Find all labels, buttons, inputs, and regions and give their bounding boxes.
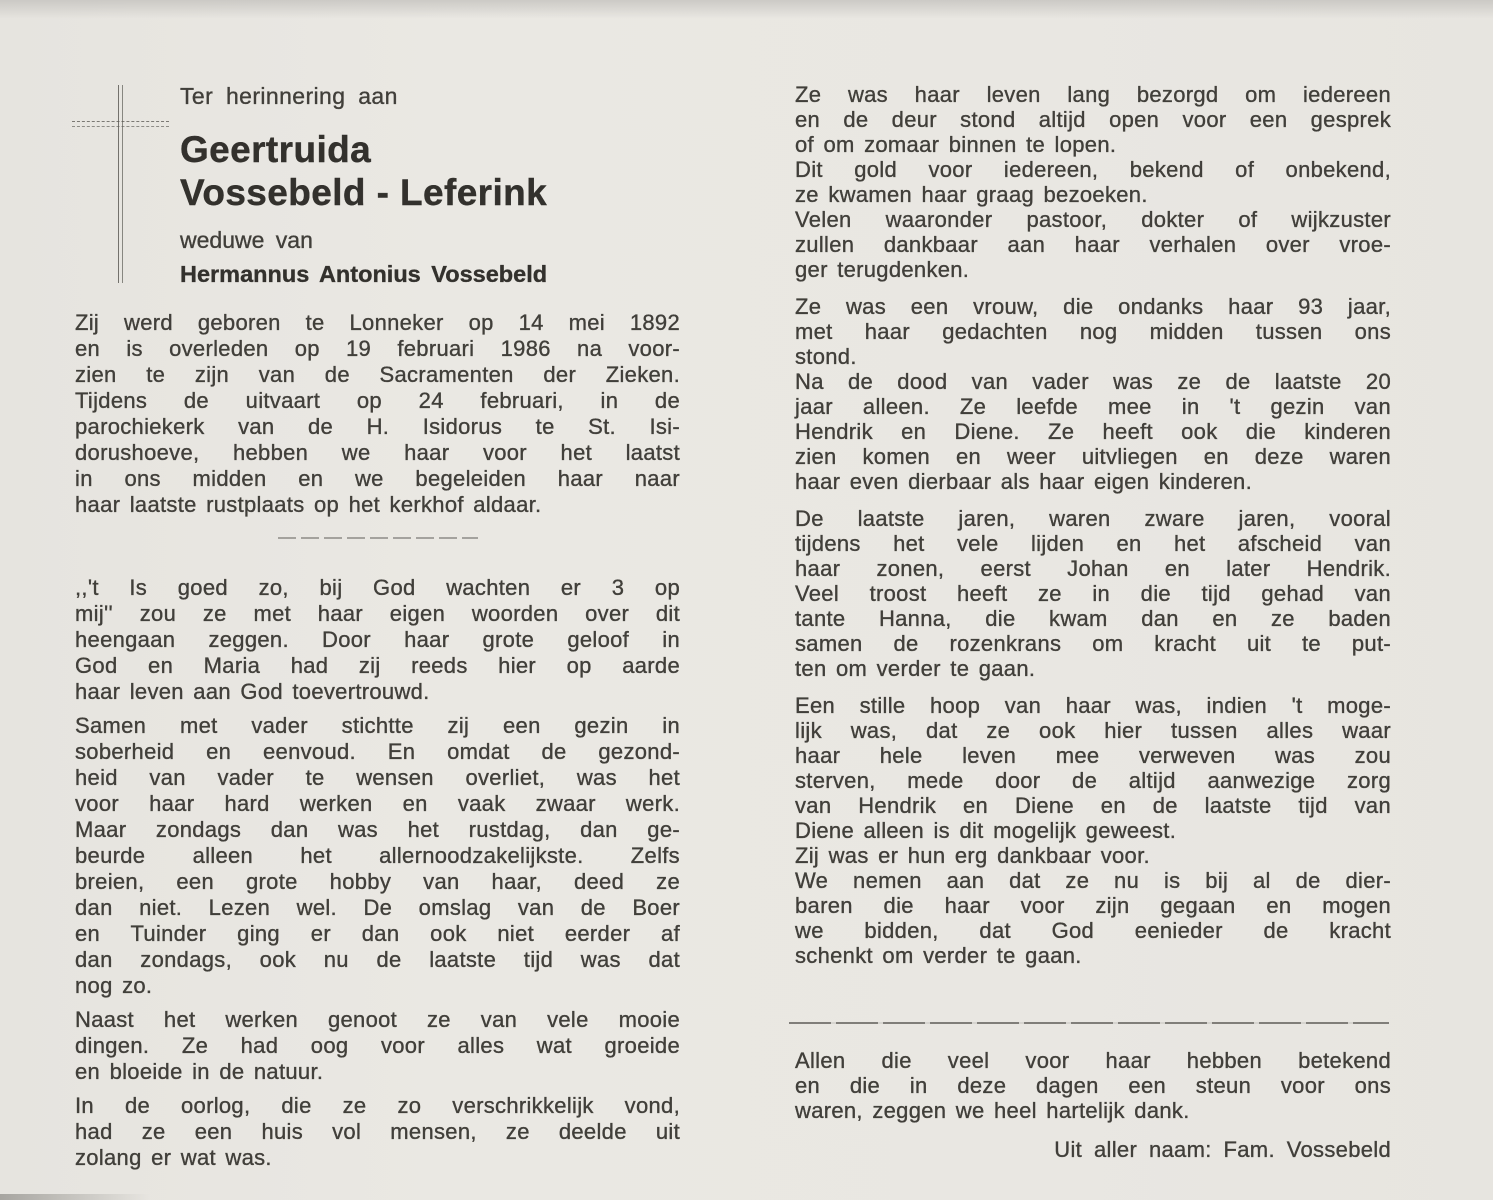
relation-label: weduwe van: [180, 227, 313, 253]
text-line: haar leven aan God toevertrouwd.: [75, 679, 430, 704]
text-line: haar zonen, eerst Johan en later Hendrik.: [795, 556, 1391, 581]
text-line: Hendrik en Diene. Ze heeft ook die kinderen: [795, 419, 1391, 444]
text-line: Naast het werken genoot ze van vele mooie: [75, 1007, 680, 1032]
text-line: Ze was haar leven lang bezorgd om iedereen: [795, 82, 1391, 107]
text-line: van Hendrik en Diene en de laatste tijd van: [795, 793, 1391, 818]
text-line: mij'' zou ze met haar eigen woorden over dit: [75, 601, 680, 626]
text-line: Na de dood van vader was ze de laatste 20: [795, 369, 1391, 394]
text-line: nog zo.: [75, 973, 153, 998]
text-block: [75, 713, 680, 999]
divider-rule-short: [278, 537, 478, 539]
text-line: Allen die veel voor haar hebben betekend: [795, 1048, 1391, 1073]
text-block: [795, 506, 1391, 681]
text-line: voor haar hard werken en vaak zwaar werk.: [75, 791, 680, 816]
text-line: jaar alleen. Ze leefde mee in 't gezin van: [795, 394, 1391, 419]
card-header: [75, 83, 680, 289]
paragraph: [795, 843, 1391, 868]
scan-top-edge-shadow: [0, 0, 1493, 22]
text-block: [795, 693, 1391, 968]
paragraph: [795, 693, 1391, 843]
text-line: zullen dankbaar aan haar verhalen over vroe-: [795, 232, 1391, 257]
paragraph: [795, 1048, 1391, 1123]
text-line: Maar zondags dan was het rustdag, dan ge-: [75, 817, 680, 842]
paragraph: [75, 713, 680, 999]
text-line: Ze was een vrouw, die ondanks haar 93 jaar,: [795, 294, 1391, 319]
text-line: waren, zeggen we heel hartelijk dank.: [795, 1098, 1190, 1123]
text-block: [795, 82, 1391, 282]
text-line: ze kwamen haar graag bezoeken.: [795, 182, 1148, 207]
text-line: soberheid en eenvoud. En omdat de gezond-: [75, 739, 680, 764]
paragraph: [75, 310, 680, 518]
text-line: breien, een grote hobby van haar, deed ze: [75, 869, 680, 894]
paragraph: [75, 1007, 680, 1085]
left-column: [75, 83, 680, 1171]
paragraph: [75, 575, 680, 705]
text-line: haar laatste rustplaats op het kerkhof aldaar.: [75, 492, 542, 517]
text-line: sterven, mede door de altijd aanwezige zorg: [795, 768, 1391, 793]
text-line: haar hele leven mee verweven was zou: [795, 743, 1391, 768]
text-line: haar even dierbaar als haar eigen kinderen.: [795, 469, 1252, 494]
text-line: Zij werd geboren te Lonneker op 14 mei 1892: [75, 310, 680, 335]
text-block: [75, 310, 680, 518]
text-line: zien te zijn van de Sacramenten der Zieken.: [75, 362, 680, 387]
text-line: tijdens het vele lijden en het afscheid van: [795, 531, 1391, 556]
text-line: en bloeide in de natuur.: [75, 1059, 324, 1084]
text-line: God en Maria had zij reeds hier op aarde: [75, 653, 680, 678]
left-column-text: [75, 310, 680, 1171]
cross-horizontal-stroke: [72, 121, 169, 127]
text-line: zolang er wat was.: [75, 1145, 272, 1170]
text-line: en is overleden op 19 februari 1986 na voor-: [75, 336, 680, 361]
text-line: baren die haar voor zijn gegaan en mogen: [795, 893, 1391, 918]
text-line: Diene alleen is dit mogelijk geweest.: [795, 818, 1177, 843]
text-line: schenkt om verder te gaan.: [795, 943, 1082, 968]
text-block: [795, 294, 1391, 494]
text-line: tante Hanna, die kwam dan en ze baden: [795, 606, 1391, 631]
text-line: Velen waaronder pastoor, dokter of wijkzuster: [795, 207, 1391, 232]
paragraph: [795, 82, 1391, 157]
text-line: ger terugdenken.: [795, 257, 970, 282]
cross-vertical-stroke: [118, 85, 123, 283]
signoff-line: Uit aller naam: Fam. Vossebeld: [1054, 1137, 1391, 1162]
text-line: We nemen aan dat ze nu is bij al de dier-: [795, 868, 1391, 893]
text-line: heengaan zeggen. Door haar grote geloof in: [75, 627, 680, 652]
text-line: Tijdens de uitvaart op 24 februari, in de: [75, 388, 680, 413]
text-line: stond.: [795, 344, 857, 369]
text-line: dan niet. Lezen wel. De omslag van de Boer: [75, 895, 680, 920]
text-line: in ons midden en we begeleiden haar naar: [75, 466, 680, 491]
paragraph: [795, 207, 1391, 282]
text-line: ,,'t Is goed zo, bij God wachten er 3 op: [75, 575, 680, 600]
deceased-name-line-1: Geertruida: [180, 129, 372, 170]
text-line: en de deur stond altijd open voor een gesprek: [795, 107, 1391, 132]
text-line: zien komen en weer uitvliegen en deze waren: [795, 444, 1391, 469]
text-line: Veel troost heeft ze in die tijd gehad van: [795, 581, 1391, 606]
text-line: Samen met vader stichtte zij een gezin in: [75, 713, 680, 738]
paragraph: [795, 369, 1391, 494]
paragraph: [795, 868, 1391, 968]
text-line: Een stille hoop van haar was, indien 't moge-: [795, 693, 1391, 718]
paragraph: [795, 506, 1391, 681]
text-line: we bidden, dat God eenieder de kracht: [795, 918, 1391, 943]
text-line: dingen. Ze had oog voor alles wat groeide: [75, 1033, 680, 1058]
divider-rule-long: [789, 1022, 1389, 1024]
right-column: [795, 82, 1391, 1162]
text-line: De laatste jaren, waren zware jaren, vooral: [795, 506, 1391, 531]
paragraph: [795, 294, 1391, 369]
memorial-intro: Ter herinnering aan: [180, 83, 398, 109]
text-line: en Tuinder ging er dan ook niet eerder af: [75, 921, 680, 946]
text-block: [75, 1007, 680, 1085]
paragraph: [795, 157, 1391, 207]
text-line: Dit gold voor iedereen, bekend of onbekend,: [795, 157, 1391, 182]
text-line: parochiekerk van de H. Isidorus te St. Isi-: [75, 414, 680, 439]
text-line: of om zomaar binnen te lopen.: [795, 132, 1117, 157]
text-line: dorushoeve, hebben we haar voor het laatst: [75, 440, 680, 465]
text-line: had ze een huis vol mensen, ze deelde uit: [75, 1119, 680, 1144]
deceased-name-line-2: Vossebeld - Leferink: [180, 172, 548, 213]
text-line: heid van vader te wensen overliet, was het: [75, 765, 680, 790]
text-line: dan zondags, ook nu de laatste tijd was dat: [75, 947, 680, 972]
text-block: [75, 1093, 680, 1171]
text-line: beurde alleen het allernoodzakelijkste. Zelfs: [75, 843, 680, 868]
spouse-name: Hermannus Antonius Vossebeld: [180, 261, 548, 287]
scan-bottom-edge-shadow: [0, 1194, 150, 1200]
text-line: ten om verder te gaan.: [795, 656, 1036, 681]
text-line: samen de rozenkrans om kracht uit te put-: [795, 631, 1391, 656]
text-block: [795, 1048, 1391, 1123]
paragraph: [75, 1093, 680, 1171]
text-line: met haar gedachten nog midden tussen ons: [795, 319, 1391, 344]
text-line: lijk was, dat ze ook hier tussen alles waar: [795, 718, 1391, 743]
text-line: Zij was er hun erg dankbaar voor.: [795, 843, 1150, 868]
text-block: [75, 575, 680, 705]
text-line: en die in deze dagen een steun voor ons: [795, 1073, 1391, 1098]
text-line: In de oorlog, die ze zo verschrikkelijk vond,: [75, 1093, 680, 1118]
